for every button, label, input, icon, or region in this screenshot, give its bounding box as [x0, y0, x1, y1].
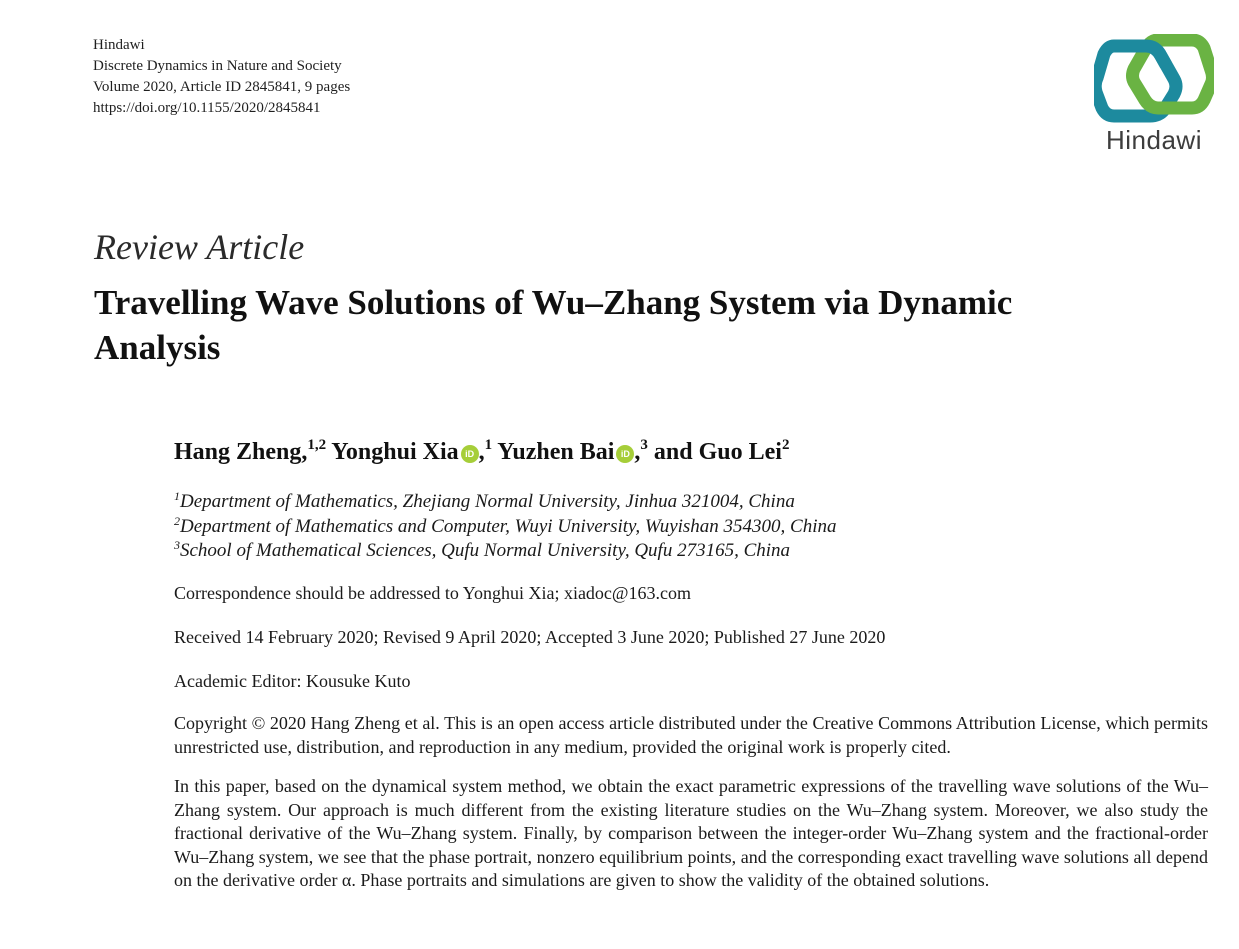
copyright-notice: Copyright © 2020 Hang Zheng et al. This is an open access article distributed under the Creative Commons Attribution License, which permits unrestricted use, distribution, and reproduction in any medium, provided the original work is properly cited.	[174, 713, 1208, 757]
author-name: and Guo Lei	[653, 439, 782, 465]
affiliation-text: Department of Mathematics and Computer, Wuyi University, Wuyishan 354300, China	[180, 515, 837, 537]
publisher-name: Hindawi	[93, 37, 145, 53]
journal-name: Discrete Dynamics in Nature and Society	[93, 58, 342, 74]
affiliation-text: Department of Mathematics, Zhejiang Normal University, Jinhua 321004, China	[180, 491, 795, 512]
correspondence: Correspondence should be addressed to Yonghui Xia; xiadoc@163.com	[174, 583, 691, 603]
affiliation-item	[174, 490, 837, 515]
doi-link[interactable]: https://doi.org/10.1155/2020/2845841	[93, 100, 321, 116]
academic-editor: Academic Editor: Kousuke Kuto	[174, 671, 411, 691]
affiliation-number: 2	[174, 513, 180, 528]
affiliation-list	[174, 490, 837, 564]
affiliation-number: 1	[174, 489, 180, 503]
affiliation-item	[174, 539, 837, 564]
author-name: Yuzhen Bai	[497, 439, 615, 465]
volume-info: Volume 2020, Article ID 2845841, 9 pages	[93, 79, 351, 95]
author-list	[174, 439, 789, 466]
author-name: Yonghui Xia	[331, 439, 459, 465]
abstract: In this paper, based on the dynamical system method, we obtain the exact parametric expressions of the travelling wave solutions of the Wu–Zhang system. Our approach is much different from the existing literature studies on the Wu–Zhang system. Moreover, we also study the fractional derivative of the Wu–Zhang system. Finally, by comparison between the integer-order Wu–Zhang system and the fractional-order Wu–Zhang system, we see that the phase portrait, nonzero equilibrium points, and the corresponding exact travelling wave solutions all depend on the derivative order α. Phase portraits and simulations are given to show the validity of the obtained solutions.	[174, 776, 1208, 890]
orcid-icon[interactable]: iD	[616, 445, 634, 463]
page-title: Travelling Wave Solutions of Wu–Zhang System via Dynamic Analysis	[94, 283, 1013, 367]
affiliation-number: 3	[174, 538, 180, 552]
publication-dates: Received 14 February 2020; Revised 9 April 2020; Accepted 3 June 2020; Published 27 June 2020	[174, 627, 886, 647]
author-name: Hang Zheng,	[174, 439, 308, 465]
affiliation-text: School of Mathematical Sciences, Qufu Normal University, Qufu 273165, China	[180, 540, 791, 561]
hindawi-rings-icon	[1094, 34, 1214, 124]
journal-header	[93, 35, 350, 119]
article-type: Review Article	[94, 227, 305, 267]
author-affiliation-ref: 2	[781, 437, 790, 453]
author-separator: ,	[634, 439, 641, 465]
orcid-icon[interactable]: iD	[461, 445, 479, 463]
hindawi-logo	[1094, 34, 1214, 159]
author-separator: ,	[478, 439, 485, 465]
author-affiliation-ref: 3	[640, 437, 648, 453]
author-affiliation-ref: 1,2	[307, 437, 327, 453]
logo-text: Hindawi	[1106, 125, 1202, 155]
author-affiliation-ref: 1	[484, 437, 493, 453]
affiliation-item	[174, 515, 837, 540]
